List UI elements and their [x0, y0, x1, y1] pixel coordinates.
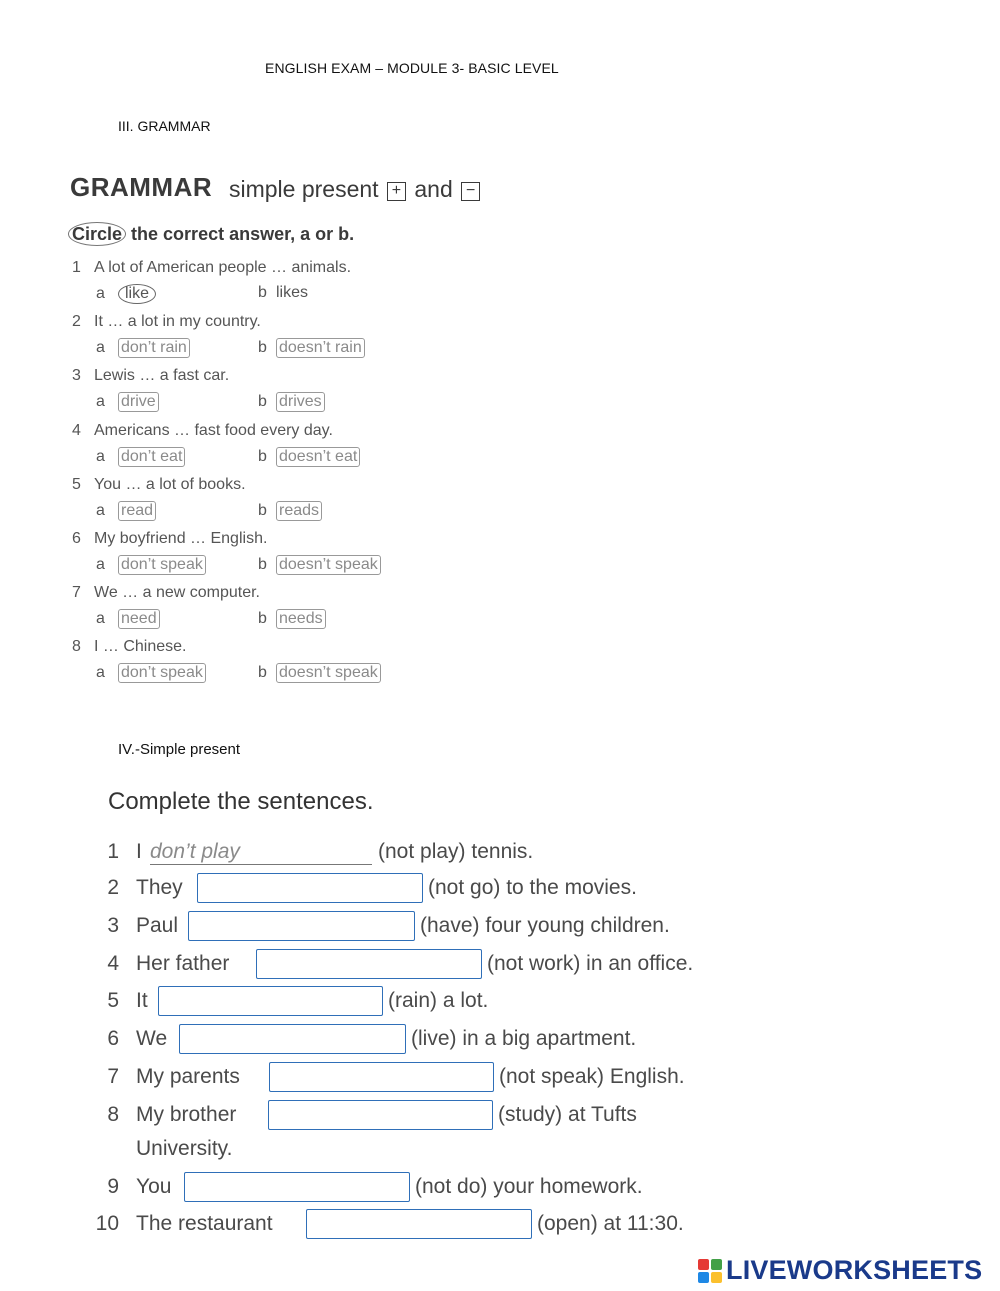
section-4-label: IV.-Simple present: [118, 741, 241, 758]
subheading-text: simple present: [229, 176, 379, 202]
option-a[interactable]: drive: [118, 392, 159, 412]
sentence-rest: (not speak) English.: [499, 1065, 685, 1088]
option-b-group: [258, 392, 325, 412]
logo-square: [711, 1272, 722, 1283]
sentence-number: 9: [107, 1175, 119, 1198]
answer-input-6[interactable]: [179, 1024, 406, 1054]
question-text: [72, 313, 261, 331]
sentence-rest: (open) at 11:30.: [537, 1212, 684, 1235]
sentence-number: 10: [95, 1212, 119, 1235]
sentence-rest: (not work) in an office.: [487, 952, 694, 975]
sentence-subject: Her father: [136, 952, 230, 975]
option-b-letter: b: [258, 447, 267, 465]
options-row: [96, 555, 436, 575]
options-row: [96, 284, 436, 304]
option-a[interactable]: don’t speak: [118, 663, 206, 683]
question-sentence: A lot of American people … animals.: [94, 259, 352, 276]
option-a[interactable]: like: [118, 284, 156, 304]
option-b-letter: b: [258, 339, 267, 357]
option-b[interactable]: likes: [276, 284, 309, 301]
answer-input-5[interactable]: [158, 986, 383, 1016]
logo-square: [711, 1259, 722, 1270]
sentence-subject: We: [136, 1027, 168, 1050]
logo-icon: [698, 1259, 722, 1283]
question-sentence: You … a lot of books.: [94, 475, 246, 493]
sentence-number: 6: [107, 1027, 119, 1050]
question-number: 4: [72, 421, 81, 439]
sentence-subject: They: [136, 876, 183, 899]
option-a-letter: a: [96, 501, 105, 519]
option-b-letter: b: [258, 610, 267, 628]
option-a[interactable]: don’t eat: [118, 447, 185, 467]
sentence-subject: My brother: [136, 1103, 237, 1126]
question-text: [72, 476, 246, 494]
option-b-group: [258, 338, 365, 358]
option-a-letter: a: [96, 447, 105, 465]
sentence-subject: It: [136, 989, 148, 1012]
sentence-subject: You: [136, 1175, 172, 1198]
instruction-text: the correct answer, a or b.: [131, 224, 355, 244]
sentence-rest: (not go) to the movies.: [428, 876, 637, 899]
option-b[interactable]: doesn’t speak: [276, 663, 381, 683]
section-3-label: III. GRAMMAR: [118, 118, 211, 134]
question-number: 8: [72, 638, 81, 656]
option-b-letter: b: [258, 284, 267, 301]
sentence-number: 3: [107, 914, 119, 937]
question-sentence: It … a lot in my country.: [94, 313, 261, 331]
option-b-group: [258, 447, 360, 467]
option-b[interactable]: doesn’t eat: [276, 447, 360, 467]
option-a-letter: a: [96, 610, 105, 628]
question-sentence: We … a new computer.: [94, 584, 260, 602]
question-text: [72, 584, 260, 602]
sentence-rest: (live) in a big apartment.: [411, 1027, 637, 1050]
sentence-number: 7: [107, 1065, 119, 1088]
question-sentence: Americans … fast food every day.: [94, 421, 333, 439]
question-text: [72, 367, 229, 385]
sentence-number: 4: [107, 952, 119, 975]
question-sentence: My boyfriend … English.: [94, 530, 268, 547]
answer-input-2[interactable]: [197, 873, 423, 903]
subheading-and: and: [414, 176, 453, 202]
option-b-group: [258, 501, 322, 521]
option-a[interactable]: don’t speak: [118, 555, 206, 575]
question-text: [72, 530, 267, 548]
option-a[interactable]: read: [118, 501, 156, 521]
logo-text: LIVEWORKSHEETS: [726, 1255, 983, 1285]
question-number: 1: [72, 259, 81, 276]
sentence-number: 8: [107, 1103, 119, 1126]
option-a-letter: a: [96, 339, 105, 357]
option-b[interactable]: needs: [276, 609, 326, 629]
option-a-letter: a: [96, 285, 105, 302]
option-b-letter: b: [258, 393, 267, 411]
answer-input-10[interactable]: [306, 1209, 532, 1239]
option-b[interactable]: doesn’t rain: [276, 338, 365, 358]
example-answer: don’t play: [150, 840, 372, 865]
question-number: 5: [72, 475, 81, 493]
options-row: [96, 447, 436, 467]
options-row: [96, 609, 436, 629]
sentence-number: 1: [107, 840, 119, 863]
option-b-group: [258, 609, 326, 629]
option-b-group: [258, 555, 381, 575]
liveworksheets-logo: [698, 1255, 982, 1286]
minus-box-icon: −: [461, 182, 480, 201]
sentence-rest: (study) at Tufts: [498, 1103, 637, 1126]
instruction: [72, 224, 354, 245]
option-b-letter: b: [258, 501, 267, 519]
options-row: [96, 392, 436, 412]
option-b-letter: b: [258, 664, 267, 682]
sentence-rest-continued: University.: [136, 1137, 233, 1160]
sentence-number: 2: [107, 876, 119, 899]
options-row: [96, 663, 436, 683]
question-text: [72, 422, 333, 440]
option-a-letter: a: [96, 556, 105, 573]
option-a[interactable]: need: [118, 609, 160, 629]
options-row: [96, 338, 436, 358]
question-number: 7: [72, 584, 81, 602]
plus-box-icon: +: [387, 182, 406, 201]
question-number: 3: [72, 367, 81, 385]
sentence-number: 5: [107, 989, 119, 1012]
answer-input-9[interactable]: [184, 1172, 410, 1202]
question-number: 6: [72, 530, 81, 547]
answer-input-4[interactable]: [256, 949, 482, 979]
grammar-heading: GRAMMAR: [70, 172, 213, 202]
sentence-rest: (have) four young children.: [420, 914, 670, 937]
sentence-subject: The restaurant: [136, 1212, 273, 1235]
option-b[interactable]: drives: [276, 392, 325, 412]
sentence-subject: I: [136, 840, 142, 863]
question-text: [72, 638, 186, 656]
option-b[interactable]: doesn’t speak: [276, 555, 381, 575]
logo-square: [698, 1259, 709, 1270]
sentence-rest: (rain) a lot.: [388, 989, 489, 1012]
option-b[interactable]: reads: [276, 501, 322, 521]
options-row: [96, 501, 436, 521]
question-number: 2: [72, 313, 81, 331]
question-text: [72, 259, 351, 277]
grammar-subheading: [229, 176, 482, 203]
logo-square: [698, 1272, 709, 1283]
exam-title: ENGLISH EXAM – MODULE 3- BASIC LEVEL: [265, 60, 559, 76]
sentence-subject: My parents: [136, 1065, 240, 1088]
question-sentence: Lewis … a fast car.: [94, 367, 230, 385]
option-b-group: [258, 663, 381, 683]
option-a-letter: a: [96, 393, 105, 411]
answer-input-8[interactable]: [268, 1100, 493, 1130]
option-b-letter: b: [258, 556, 267, 573]
sentence-subject: Paul: [136, 914, 179, 937]
answer-input-3[interactable]: [188, 911, 415, 941]
sentence-rest: (not do) your homework.: [415, 1175, 643, 1198]
option-b-group: [258, 284, 308, 302]
option-a-letter: a: [96, 664, 105, 682]
answer-input-7[interactable]: [269, 1062, 494, 1092]
complete-title: Complete the sentences.: [108, 788, 374, 815]
question-sentence: I … Chinese.: [94, 638, 187, 656]
instruction-circle-word: Circle: [68, 222, 126, 246]
option-a[interactable]: don’t rain: [118, 338, 190, 358]
sentence-rest: (not play) tennis.: [378, 840, 534, 863]
